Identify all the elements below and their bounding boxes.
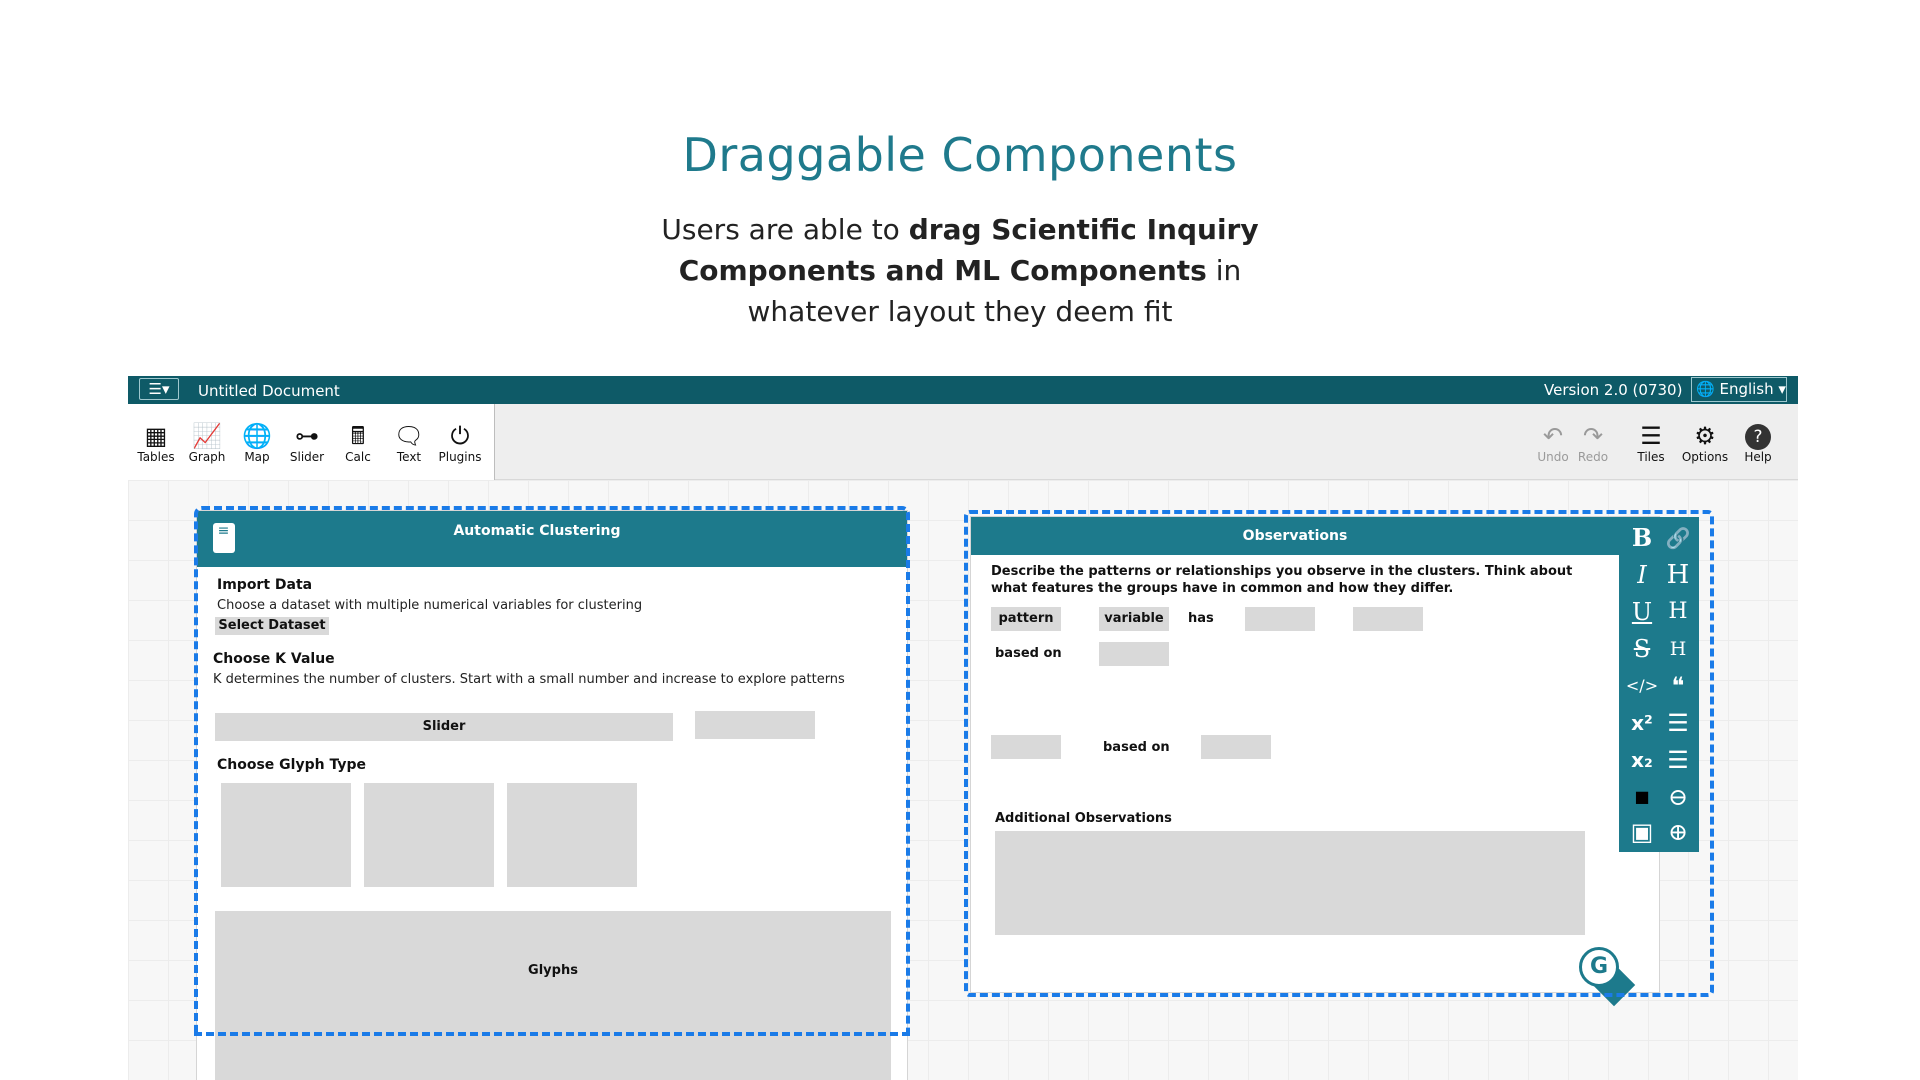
tool-calc[interactable]: 🖩 Calc	[333, 422, 383, 464]
blank-input[interactable]	[991, 735, 1061, 759]
plug-icon: ⏻	[450, 422, 470, 450]
help-icon: ?	[1745, 424, 1771, 450]
tiles-icon: ☰	[1640, 422, 1662, 450]
tool-plugins[interactable]: ⏻ Plugins	[435, 422, 485, 464]
subtitle-suffix: in whatever layout they deem fit	[747, 254, 1242, 328]
table-icon: ▦	[144, 422, 168, 450]
subtitle-prefix: Users are able to	[661, 213, 909, 246]
blank-input[interactable]	[1245, 607, 1315, 631]
blank-input[interactable]	[1201, 735, 1271, 759]
tool-slider[interactable]: ⊶ Slider	[282, 422, 332, 464]
clustering-tile-header[interactable]	[197, 511, 907, 567]
blank-input[interactable]	[1353, 607, 1423, 631]
language-select[interactable]	[1691, 377, 1787, 402]
superscript-icon[interactable]: x²	[1631, 711, 1653, 735]
k-value-title: Choose K Value	[213, 651, 335, 667]
numbered-list-icon[interactable]: ☰	[1667, 709, 1689, 737]
k-value-text: K determines the number of clusters. Start with a small number and increase to explore patterns	[213, 672, 845, 687]
based-on-label: based on	[1103, 740, 1170, 755]
document-title[interactable]: Untitled Document	[198, 382, 340, 400]
variable-chip[interactable]: variable	[1099, 607, 1169, 631]
globe-icon: 🌐	[242, 422, 272, 450]
version-label: Version 2.0 (0730)	[1544, 381, 1683, 399]
heading-2-icon[interactable]: H	[1668, 599, 1688, 624]
link-icon[interactable]: 🔗	[1665, 526, 1691, 550]
import-data-text: Choose a dataset with multiple numerical variables for clustering	[217, 598, 643, 613]
has-label: has	[1188, 611, 1214, 626]
code-icon[interactable]: </>	[1625, 676, 1659, 695]
zoom-out-icon[interactable]: ⊖	[1667, 783, 1689, 811]
glyph-option[interactable]	[507, 783, 637, 887]
glyph-option[interactable]	[364, 783, 494, 887]
slide-subtitle	[660, 209, 1260, 332]
document-canvas[interactable]	[128, 480, 1798, 1080]
italic-icon[interactable]: I	[1637, 561, 1647, 589]
redo-icon: ↷	[1582, 422, 1604, 450]
toolbar	[128, 404, 1798, 480]
heading-3-icon[interactable]: H	[1669, 638, 1687, 660]
comment-icon: 🗨	[393, 422, 425, 450]
undo-icon: ↶	[1542, 422, 1564, 450]
subtitle-emphasis: drag Scientific Inquiry Components and ML Components	[678, 213, 1259, 287]
pattern-chip[interactable]: pattern	[991, 607, 1061, 631]
additional-observations-textarea[interactable]	[995, 831, 1585, 935]
document-list-icon: ≡	[213, 523, 235, 553]
language-label: English ▾	[1719, 380, 1786, 398]
color-swatch-icon[interactable]: ■	[1634, 787, 1650, 806]
tool-tables[interactable]: ▦ Tables	[131, 422, 181, 464]
grammarly-icon[interactable]: G	[1579, 947, 1619, 987]
help-button[interactable]: ? Help	[1733, 422, 1783, 464]
tool-palette	[128, 404, 495, 480]
options-button[interactable]: ⚙ Options	[1681, 422, 1729, 464]
image-icon[interactable]: ▣	[1630, 818, 1654, 846]
app-screenshot	[128, 376, 1798, 1080]
tool-graph[interactable]: 📈 Graph	[182, 422, 232, 464]
hamburger-dropdown-icon[interactable]: ☰▾	[139, 378, 179, 400]
graph-icon: 📈	[192, 422, 222, 450]
globe-icon: 🌐	[1696, 380, 1715, 398]
clustering-tile[interactable]	[196, 510, 908, 1080]
underline-icon[interactable]: U	[1631, 598, 1653, 626]
k-slider[interactable]: Slider	[215, 713, 673, 741]
blank-input[interactable]	[1099, 642, 1169, 666]
k-value-input[interactable]	[695, 711, 815, 739]
observations-body	[971, 555, 1619, 993]
import-data-title: Import Data	[217, 577, 313, 593]
clustering-title: Automatic Clustering	[453, 523, 621, 539]
bullet-list-icon[interactable]: ☰	[1667, 746, 1689, 774]
glyph-option[interactable]	[221, 783, 351, 887]
glyph-type-title: Choose Glyph Type	[217, 757, 366, 773]
text-format-toolbar	[1619, 517, 1699, 852]
calculator-icon: 🖩	[350, 422, 366, 450]
observations-prompt: Describe the patterns or relationships you observe in the clusters. Think about what features the groups have in common and how they differ.	[991, 564, 1573, 596]
select-dataset-button[interactable]: Select Dataset	[215, 617, 329, 635]
additional-observations-title: Additional Observations	[995, 811, 1172, 826]
tiles-button[interactable]: ☰ Tiles	[1626, 422, 1676, 464]
observations-title[interactable]: Observations	[971, 517, 1619, 555]
gear-icon: ⚙	[1694, 422, 1716, 450]
redo-button[interactable]: ↷ Redo	[1568, 422, 1618, 464]
strikethrough-icon[interactable]: S	[1633, 635, 1651, 663]
glyphs-area[interactable]: Glyphs	[215, 911, 891, 1080]
tool-text[interactable]: 🗨 Text	[384, 422, 434, 464]
quote-icon[interactable]: ❝	[1671, 672, 1685, 700]
titlebar	[128, 376, 1798, 404]
heading-1-icon[interactable]: H	[1666, 560, 1690, 590]
slide-title: Draggable Components	[682, 128, 1238, 182]
bold-icon[interactable]: B	[1631, 523, 1653, 552]
undo-button[interactable]: ↶ Undo	[1528, 422, 1578, 464]
zoom-in-icon[interactable]: ⊕	[1667, 818, 1689, 846]
subscript-icon[interactable]: x₂	[1631, 748, 1653, 772]
based-on-label: based on	[995, 646, 1062, 661]
tool-map[interactable]: 🌐 Map	[232, 422, 282, 464]
slider-icon: ⊶	[295, 422, 319, 450]
observations-tile[interactable]	[970, 516, 1691, 993]
